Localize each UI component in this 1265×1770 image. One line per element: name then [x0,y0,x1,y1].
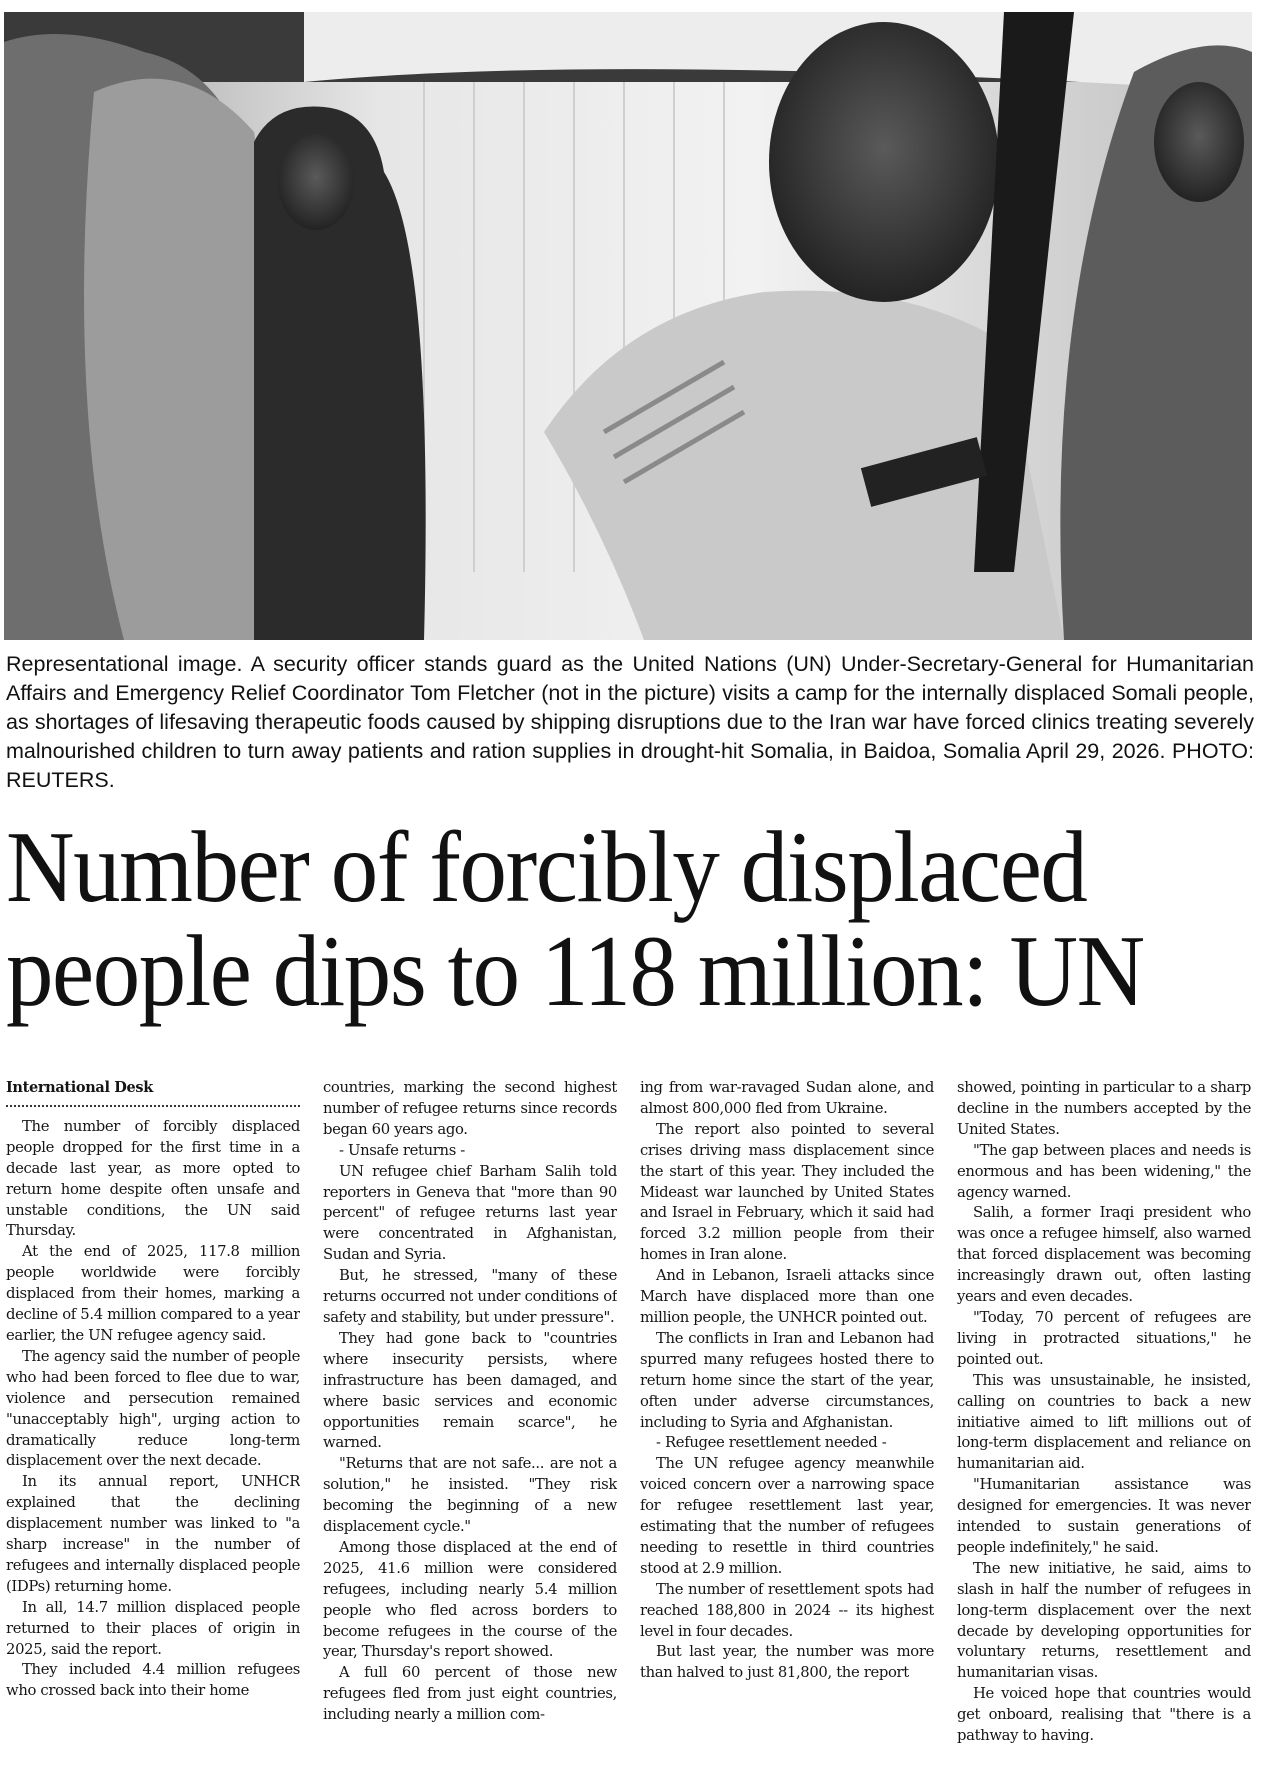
paragraph: The conflicts in Iran and Lebanon had spurred many refugees hosted there to return home since the start of the year, often under adverse circumstances, including to Syria and Afghanistan. [640,1329,934,1431]
paragraph: "Returns that are not safe... are not a solution," he insisted. "They risk becoming the beginning of a new displacement cycle." [323,1455,617,1536]
paragraph: Among those displaced at the end of 2025, 41.6 million were considered refugees, including nearly 5.4 million people who fled across borders to become refugees in the course of the year, Thursday's report showed. [323,1538,617,1661]
paragraph: This was unsustainable, he insisted, calling on countries to back a new initiative aimed to lift millions out of long-term displacement and reliance on humanitarian aid. [957,1371,1251,1473]
paragraph: The agency said the number of people who had been forced to flee due to war, violence and persecution remained "unacceptably high", urging action to dramatically reduce long-term displacement over the next decade. [6,1347,300,1470]
paragraph: The number of resettlement spots had reached 188,800 in 2024 -- its highest level in four decades. [640,1580,934,1640]
headline-line-1: Number of forcibly displaced [6,811,1087,924]
paragraph: In its annual report, UNHCR explained that the declining displacement number was linked to "a sharp increase" in the number of refugees and internally displaced people (IDPs) returning home. [6,1473,300,1595]
paragraph: showed, pointing in particular to a sharp decline in the numbers accepted by the United States. [957,1079,1251,1138]
headline-line-2: people dips to 118 million: UN [6,915,1144,1028]
paragraph: But last year, the number was more than halved to just 81,800, the report [640,1643,934,1682]
article-column-1 [6,1078,300,1758]
paragraph: At the end of 2025, 117.8 million people worldwide were forcibly displaced from their homes, marking a decline of 5.4 million compared to a year earlier, the UN refugee agency said. [6,1243,300,1344]
paragraph: The UN refugee agency meanwhile voiced concern over a narrowing space for refugee resettlement last year, estimating that the number of refugees needing to resettle in third countries stood at 2.9 million. [640,1455,934,1577]
paragraph: But, he stressed, "many of these returns occurred not under conditions of safety and stability, but under pressure". [323,1267,617,1326]
paragraph: "Humanitarian assistance was designed for emergencies. It was never intended to sustain generations of people indefinitely," he said. [957,1476,1251,1556]
photo-caption: Representational image. A security officer stands guard as the United Nations (UN) Under-Secretary-General for Humanitarian Affairs and Emergency Relief Coordinator Tom Fletcher (not in the picture) visits a camp for the internally displaced Somali people, as shortages of lifesaving therapeutic foods caused by shipping disruptions due to the Iran war have forced clinics treating severely malnourished children to turn away patients and ration supplies in drought-hit Somalia, in Baidoa, Somalia April 29, 2026. PHOTO: REUTERS. [6,652,1254,792]
paragraph: "Today, 70 percent of refugees are living in protracted situations," he pointed out. [957,1308,1251,1368]
subheading: - Unsafe returns - [339,1141,465,1159]
article-column-4 [957,1078,1251,1758]
paragraph: And in Lebanon, Israeli attacks since March have displaced more than one million people, the UNHCR pointed out. [640,1267,934,1326]
paragraph: The report also pointed to several crises driving mass displacement since the start of this year. They included the Mideast war launched by United States and Israel in February, which it said had forced 3.2 million people from their homes in Iran alone. [640,1120,934,1264]
photo-illustration [4,12,1252,640]
article-column-3 [640,1078,934,1758]
paragraph: UN refugee chief Barham Salih told reporters in Geneva that "more than 90 percent" of refugee returns last year were concentrated in Afghanistan, Sudan and Syria. [323,1162,617,1264]
paragraph: countries, marking the second highest number of refugee returns since records began 60 years ago. [323,1079,617,1138]
article-column-2 [323,1078,617,1758]
article-body [6,1078,1254,1758]
paragraph: Salih, a former Iraqi president who was once a refugee himself, also warned that forced displacement was becoming increasingly drawn out, often lasting years and even decades. [957,1204,1251,1306]
paragraph: A full 60 percent of those new refugees fled from just eight countries, including nearly a million com- [323,1664,617,1724]
paragraph: In all, 14.7 million displaced people returned to their places of origin in 2025, said the report. [6,1598,300,1658]
paragraph: ing from war-ravaged Sudan alone, and almost 800,000 fled from Ukraine. [640,1079,934,1117]
subheading: - Refugee resettlement needed - [656,1434,887,1452]
paragraph: They included 4.4 million refugees who crossed back into their home [6,1661,300,1700]
byline: International Desk [6,1078,300,1107]
paragraph: The new initiative, he said, aims to slash in half the number of refugees in long-term displacement over the next decade by developing opportunities for voluntary returns, resettlement and humanitarian visas. [957,1559,1251,1682]
paragraph: They had gone back to "countries where insecurity persists, where infrastructure has been damaged, and where basic services and economic opportunities remain scarce", he warned. [323,1329,617,1452]
paragraph: "The gap between places and needs is enormous and has been widening," the agency warned. [957,1141,1251,1201]
headline [6,811,1170,1028]
paragraph: He voiced hope that countries would get onboard, realising that "there is a pathway to having. [957,1685,1251,1745]
news-photo [4,12,1252,640]
paragraph: The number of forcibly displaced people dropped for the first time in a decade last year, as more opted to return home despite often unsafe and unstable conditions, the UN said Thursday. [6,1117,300,1240]
